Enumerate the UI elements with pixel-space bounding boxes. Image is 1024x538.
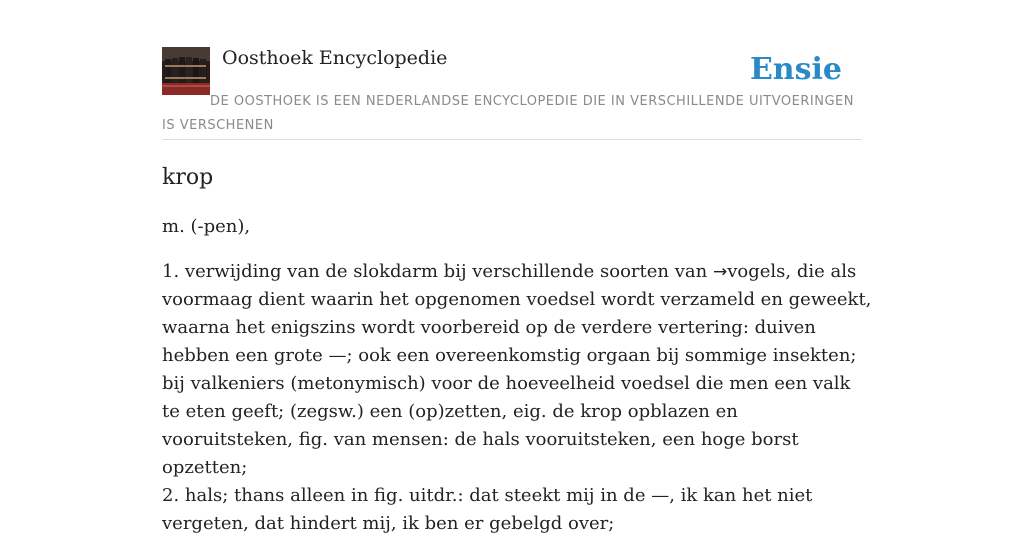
crossref-link-vogels[interactable]	[713, 261, 785, 282]
entry-title: krop	[162, 165, 214, 190]
brand-logo[interactable]: Ensie	[749, 52, 842, 87]
entry-article	[162, 160, 872, 538]
crossref-link-label: vogels	[727, 261, 786, 282]
source-description: DE OOSTHOEK IS EEN NEDERLANDSE ENCYCLOPEDIE DIE IN VERSCHILLENDE UITVOERINGEN IS VERSCHENEN	[162, 94, 854, 133]
source-name[interactable]: Oosthoek Encyclopedie	[222, 47, 448, 69]
encyclopedia-books-icon	[162, 47, 210, 95]
source-avatar[interactable]	[162, 47, 210, 95]
entry-grammar: m. (-pen),	[162, 216, 251, 237]
definition-1	[162, 258, 872, 482]
arrow-right-icon: →	[712, 262, 728, 282]
definition-1-after: , die als voormaag dient waarin het opgenomen voedsel wordt verzameld en geweekt, waarna het enigszins wordt voorbereid op de verdere vertering: duiven hebben een grote —; ook een overeenkomstig orgaan bij sommige insekten; bij valkeniers (metonymisch) voor de hoeveelheid voedsel die men een valk te eten geeft; (zegsw.) een (op)zetten, eig. de krop opblazen en vooruitsteken, fig. van mensen: de hals vooruitsteken, een hoge borst opzetten;	[162, 261, 872, 478]
header-divider	[162, 139, 862, 140]
entry-definitions	[162, 258, 872, 538]
definition-2: 2. hals; thans alleen in fig. uitdr.: dat steekt mij in de —, ik kan het niet vergeten, dat hindert mij, ik ben er gebelgd over;	[162, 485, 813, 534]
definition-1-before: 1. verwijding van de slokdarm bij verschillende soorten van	[162, 261, 713, 282]
